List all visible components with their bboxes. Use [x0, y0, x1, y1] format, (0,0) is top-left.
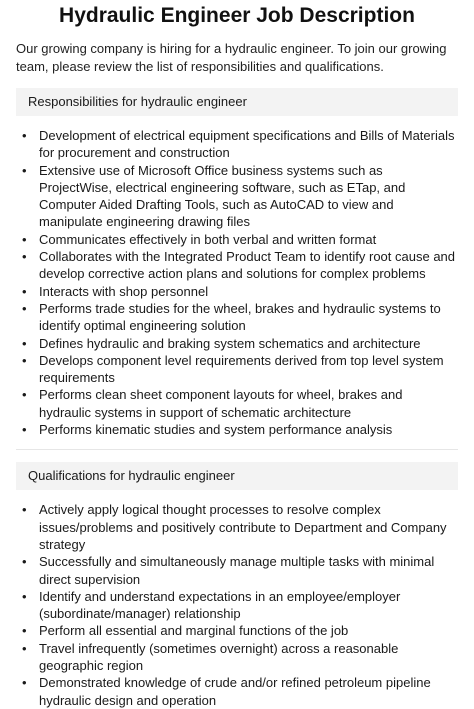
list-item: • Performs trade studies for the wheel, brakes and hydraulic systems to identify optimal engineering solution: [39, 300, 458, 335]
list-item: • Demonstrated knowledge of crude and/or refined petroleum pipeline hydraulic design and operation: [39, 674, 458, 709]
list-item: • Extensive use of Microsoft Office business systems such as ProjectWise, electrical engineering software, such as ETap, and Computer Aided Drafting Tools, such as AutoCAD to view and manipulate engineering drawing files: [39, 162, 458, 231]
section-divider: [16, 449, 458, 450]
qualifications-heading: Qualifications for hydraulic engineer: [16, 462, 458, 490]
list-item: • Identify and understand expectations in an employee/employer (subordinate/manager) relationship: [39, 588, 458, 623]
list-item: • Perform all essential and marginal functions of the job: [39, 622, 458, 639]
responsibilities-list: [16, 127, 458, 438]
list-item: • Collaborates with the Integrated Product Team to identify root cause and develop corrective action plans and solutions for complex problems: [39, 248, 458, 283]
qualifications-list: [16, 501, 458, 709]
list-item: • Defines hydraulic and braking system schematics and architecture: [39, 335, 458, 352]
page-title: Hydraulic Engineer Job Description: [59, 4, 415, 27]
list-item: • Actively apply logical thought processes to resolve complex issues/problems and positively contribute to Department and Company strategy: [39, 501, 458, 553]
list-item: • Communicates effectively in both verbal and written format: [39, 231, 458, 248]
list-item: • Successfully and simultaneously manage multiple tasks with minimal direct supervision: [39, 553, 458, 588]
intro-paragraph: Our growing company is hiring for a hydraulic engineer. To join our growing team, please review the list of responsibilities and qualifications.: [16, 41, 447, 74]
list-item: • Develops component level requirements derived from top level system requirements: [39, 352, 458, 387]
list-item: • Travel infrequently (sometimes overnight) across a reasonable geographic region: [39, 640, 458, 675]
list-item: • Development of electrical equipment specifications and Bills of Materials for procurement and construction: [39, 127, 458, 162]
list-item: • Interacts with shop personnel: [39, 283, 458, 300]
responsibilities-heading: Responsibilities for hydraulic engineer: [16, 88, 458, 116]
list-item: • Performs kinematic studies and system performance analysis: [39, 421, 458, 438]
list-item: • Performs clean sheet component layouts for wheel, brakes and hydraulic systems in support of schematic architecture: [39, 386, 458, 421]
